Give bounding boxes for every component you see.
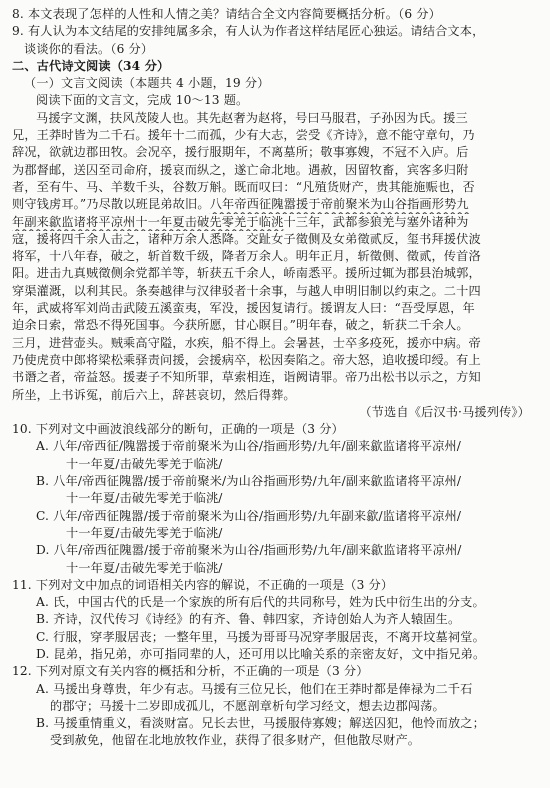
passage-line: 为郡督邮，送囚至司命府，援哀而纵之，遂亡命北地。遇赦，因留牧畜，宾客多归附 <box>12 162 469 177</box>
section-title: 二、古代诗文阅读（34 分） <box>12 58 170 73</box>
passage-line: 年，武威将军刘尚击武陵五溪蛮夷，军没，援因复请行。援谓友人曰：“吾受厚恩，年 <box>12 301 475 316</box>
question-8: 8. 本文表现了怎样的人性和人情之美？请结合全文内容简要概括分析。（6 分） <box>12 7 441 21</box>
passage-line: 三月，进营壶头。贼乘高守隘，水疾，船不得上。会暑甚，士卒多疫死，援亦中病。帝 <box>12 335 481 350</box>
q10-option-b: B. 八年/帝西征隗嚣/援于帝前聚米/为山谷指画形势/九年/副来歙监诸将平凉州/ <box>36 474 462 489</box>
q11-option-d: D. 昆弟，指兄弟，亦可指同辈的人，还可用以比喻关系的亲密友好，文中指兄弟。 <box>36 646 486 661</box>
passage-line: 兄，王莽时皆为二千石。援年十二而孤，少有大志，尝受《齐诗》，意不能守章句，乃 <box>12 128 475 143</box>
q12-option-a: A. 马援出身尊贵，年少有志。马援有三位兄长，他们在王莽时都是俸禄为二千石 <box>36 681 473 696</box>
wavy-underlined-text: 八年帝西征隗嚣援于帝前聚米为山谷指画形势九 <box>209 197 469 212</box>
passage-text: 十三年，武都参狼羌与塞外诸种为 <box>283 214 469 229</box>
q10-option-a: A. 八年/帝西征/隗嚣援于帝前聚米为山谷/指画形势/九年/副来歙监诸将平凉州/ <box>36 439 461 454</box>
passage-line: 马援字文渊，扶风茂陵人也。其先赵奢为赵将，号曰马服君，子孙因为氏。援三 <box>36 110 468 125</box>
passage-line: 所坐，上书诉冤，前后六上，辞甚哀切，然后得葬。 <box>12 387 296 402</box>
q11-option-c: C. 行服，穿孝服居丧；一整年里，马援为哥哥马况穿孝服居丧，不离开坟墓祠堂。 <box>36 629 485 644</box>
q10-option-d: D. 八年/帝西征隗嚣/援于帝前聚米为山谷/指画形势/九年/副来歙监诸将平凉州/ <box>36 543 462 558</box>
q12-option-b: B. 马援重情重义，看淡财富。兄长去世，马援服侍寡嫂；解送囚犯，他怜而放之； <box>36 716 485 731</box>
question-11-stem: 11. 下列对文中加点的词语相关内容的解说，不正确的一项是（3 分） <box>12 577 394 592</box>
question-9: 9. 有人认为本文结尾的安排纯属多余，有人认为作者这样结尾匠心独运。请结合文本， <box>12 24 485 39</box>
q11-option-b: B. 齐诗，汉代传习《诗经》的有齐、鲁、韩四家，齐诗创始人为齐人辕固生。 <box>36 612 461 627</box>
passage-line: 穿渠灌溉，以利其民。条奏越律与汉律驳者十余事，与越人申明旧制以约束之。二十四 <box>12 283 481 298</box>
question-12-stem: 12. 下列对原文有关内容的概括和分析，不正确的一项是（3 分） <box>12 664 369 679</box>
q10-option-c: C. 八年/帝西征隗嚣/援于帝前聚米为山谷/指画形势/九年副来歙/监诸将平凉州/ <box>36 508 462 523</box>
wavy-underlined-text: 年副来歙监诸将平凉州十一年夏击破先零羌于临洮 <box>12 214 284 229</box>
passage-line: 将军，十八年春，破之，斩首数千级，降者万余人。明年正月，斩徵侧、徵贰，传首洛 <box>12 249 481 264</box>
q12-option-b-cont: 受到赦免，他留在北地放牧作业，获得了很多财产，但他散尽财产。 <box>50 733 421 748</box>
passage-line: 书谮之者，帝益怒。援妻子不知所罪，草索相连，诣阙请罪。帝乃出松书以示之，方知 <box>12 370 481 385</box>
passage-line: 乃使虎贲中郎将梁松乘驿责问援，会援病卒，松因奏陷之。帝大怒，追收援印绶。有上 <box>12 352 481 367</box>
q10-option-b-cont: 十一年夏/击破先零羌于临洮/ <box>66 491 223 506</box>
passage-text: 则守钱虏耳。”乃尽散以班昆弟故旧。 <box>12 197 210 212</box>
passage-source: （节选自《后汉书·马援列传》） <box>359 404 530 419</box>
q10-option-d-cont: 十一年夏/击破先零羌于临洮/ <box>66 560 223 575</box>
q10-option-c-cont: 十一年夏/击破先零羌于临洮/ <box>66 525 223 540</box>
reading-instruction: 阅读下面的文言文，完成 10～13 题。 <box>36 93 249 108</box>
passage-line-with-wavy-end <box>12 214 536 231</box>
subsection-title: （一）文言文阅读（本题共 4 小题，19 分） <box>24 76 270 91</box>
q12-option-a-cont: 的郡守；马援十二岁即成孤儿，不愿剖章析句学习经文，想去边郡闯荡。 <box>50 698 445 713</box>
q10-option-a-cont: 十一年夏/击破先零羌于临洮/ <box>66 456 223 471</box>
passage-line-with-wavy-start <box>12 196 536 213</box>
passage-line: 阳。进击九真贼徵侧余党都羊等，斩获五千余人，峤南悉平。援所过辄为郡县治城郭， <box>12 266 481 281</box>
question-10-stem: 10. 下列对文中画波浪线部分的断句，正确的一项是（3 分） <box>12 422 344 437</box>
q11-option-a: A. 氏，中国古代的氏是一个家族的所有后代的共同称号，姓为氏中衍生出的分支。 <box>36 595 485 610</box>
passage-line: 辞况，欲就边郡田牧。会况卒，援行服期年，不离墓所；敬事寡嫂，不冠不入庐。后 <box>12 145 469 160</box>
question-9-continued: 谈谈你的看法。（6 分） <box>24 41 154 56</box>
passage-line: 者，至有牛、马、羊数千头，谷数万斛。既而叹曰：“凡殖货财产，贵其能施赈也，否 <box>12 179 475 194</box>
passage-line: 寇，援将四千余人击之，诸种万余人悉降。交趾女子徵侧及女弟徵贰反，玺书拜援伏波 <box>12 231 481 246</box>
passage-line: 迫余日索，常恐不得死国事。今获所愿，甘心瞑目。”明年春，破之，斩获二千余人。 <box>12 318 469 333</box>
